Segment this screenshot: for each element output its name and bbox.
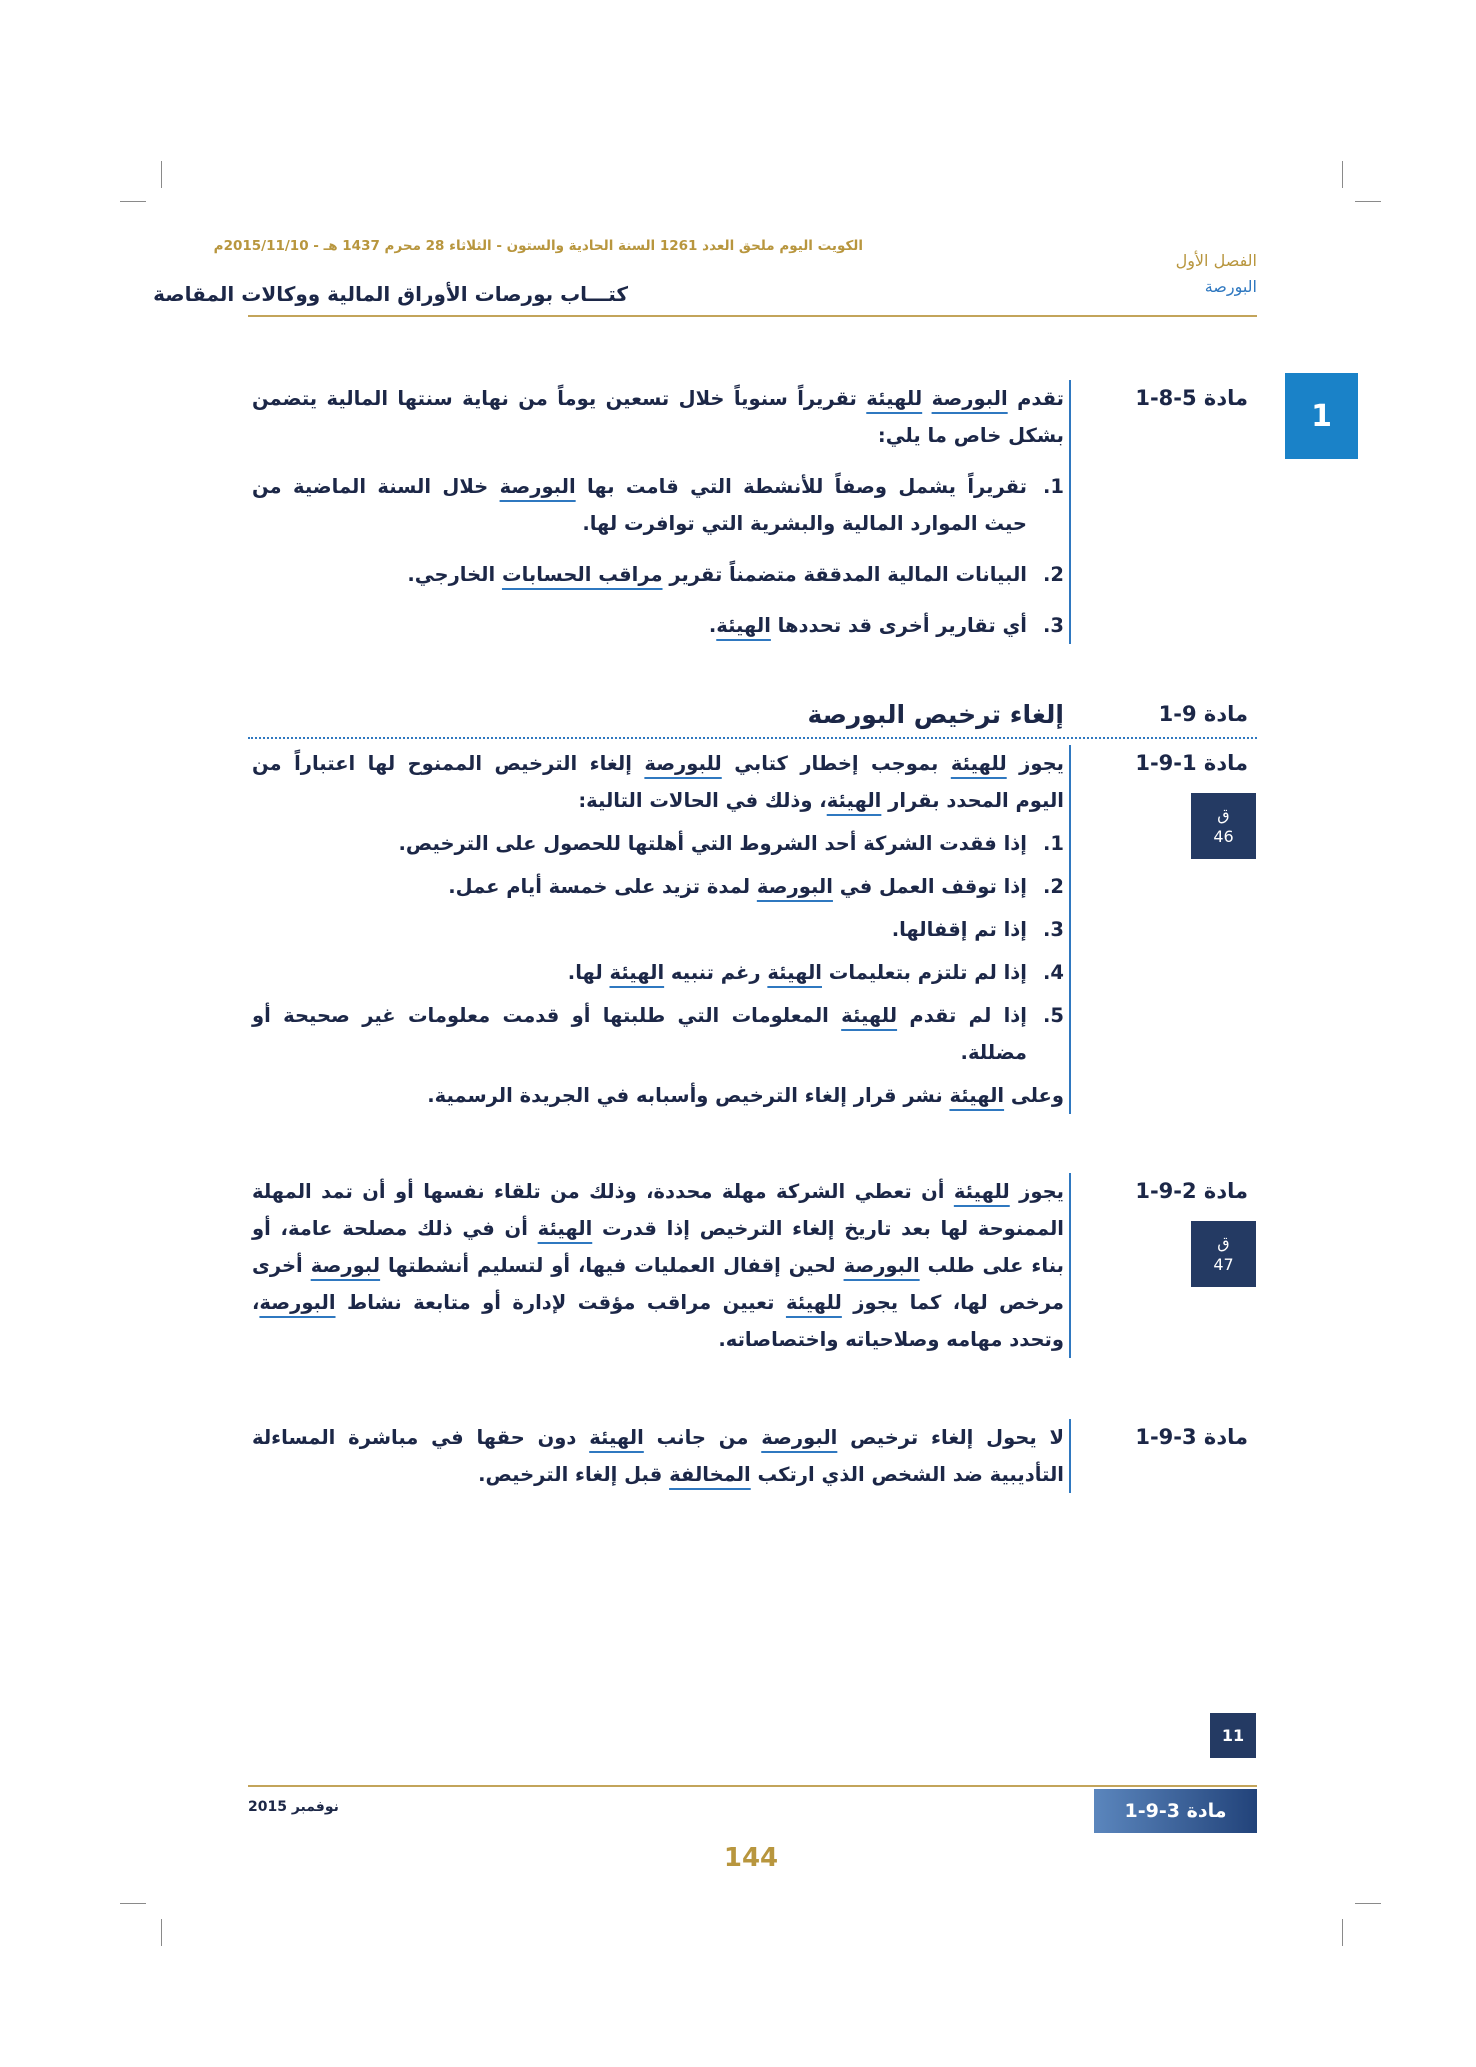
crop-mark: [1355, 1903, 1381, 1904]
text-run: تعيين مراقب مؤقت لإدارة أو متابعة نشاط: [335, 1291, 786, 1314]
book-title: كتـــاب بورصات الأوراق المالية ووكالات المقاصة: [153, 282, 628, 306]
list-item: [252, 954, 1064, 991]
list-item-number: 2.: [1043, 875, 1064, 898]
defined-term: الهيئة: [716, 614, 771, 637]
text-run: خلال السنة الماضية من: [252, 475, 500, 498]
defined-term: البورصة: [931, 387, 1008, 410]
article-intro: [252, 380, 1064, 454]
text-run: لا يحول إلغاء ترخيص: [837, 1426, 1065, 1449]
article-3-9-1: [248, 1419, 1257, 1493]
list-item-text: [252, 468, 1027, 542]
text-line: [252, 505, 1027, 542]
text-run: إذا لم تلتزم بتعليمات: [821, 961, 1027, 984]
reference-letter: ق: [1217, 1233, 1230, 1252]
text-line: [252, 911, 1027, 948]
text-run: أن تعطي الشركة مهلة محددة، وذلك من تلقاء نفسها أو أن تمد المهلة: [252, 1180, 954, 1203]
crop-mark: [1342, 1919, 1343, 1946]
text-run: أن في ذلك مصلحة عامة، أو: [252, 1217, 538, 1240]
crop-mark: [161, 1919, 162, 1946]
text-line: [252, 1210, 1064, 1247]
header-rule: [248, 315, 1257, 317]
defined-term: الهيئة: [589, 1426, 644, 1449]
text-line: [252, 954, 1027, 991]
reference-number: 46: [1213, 827, 1234, 846]
footer-article-reference: مادة 3-9-1: [1094, 1789, 1257, 1833]
defined-term: للهيئة: [953, 1180, 1010, 1203]
text-line: [252, 556, 1027, 593]
text-line: [252, 997, 1027, 1034]
list-item: [252, 607, 1064, 644]
list-item-text: [252, 911, 1027, 948]
list-item-number: 5.: [1043, 1004, 1064, 1027]
article-label: مادة 5-8-1: [1135, 386, 1248, 410]
text-run: ، وذلك في الحالات التالية:: [578, 789, 827, 812]
article-label: مادة 3-9-1: [1135, 1425, 1248, 1449]
heading-block: [252, 696, 1064, 733]
section-heading: إلغاء ترخيص البورصة: [807, 700, 1064, 729]
text-run: إذا توقف العمل في: [832, 875, 1027, 898]
article-intro: [252, 745, 1064, 819]
text-run: من جانب: [643, 1426, 762, 1449]
list-item: [252, 997, 1064, 1071]
article-body: [252, 380, 1071, 644]
chapter-number-tab: [1285, 373, 1358, 459]
text-run: .: [708, 614, 717, 637]
article-label: مادة 2-9-1: [1135, 1179, 1248, 1203]
text-run: يجوز: [1009, 1180, 1064, 1203]
text-run: أي تقارير أخرى قد تحددها: [770, 614, 1027, 637]
text-line: [252, 1247, 1064, 1284]
defined-term: لبورصة: [310, 1254, 381, 1277]
text-run: حيث الموارد المالية والبشرية التي توافرت لها.: [582, 512, 1027, 535]
article-9-1-heading: [248, 696, 1257, 740]
article-label: مادة 9-1: [1158, 702, 1248, 726]
defined-term: للهيئة: [841, 1004, 898, 1027]
text-line: [252, 1034, 1027, 1071]
text-run: التأديبية ضد الشخص الذي ارتكب: [750, 1463, 1064, 1486]
text-run: البيانات المالية المدققة متضمناً تقرير: [662, 563, 1027, 586]
text-run: إذا لم تقدم: [897, 1004, 1027, 1027]
text-run: تقدم: [1007, 387, 1065, 410]
text-run: إذا فقدت الشركة أحد الشروط التي أهلتها للحصول على الترخيص.: [398, 832, 1027, 855]
text-line: [252, 417, 1064, 454]
list-item: [252, 556, 1064, 593]
defined-term: للهيئة: [950, 752, 1007, 775]
text-line: [252, 607, 1027, 644]
defined-term: البورصة: [756, 875, 833, 898]
defined-term: الهيئة: [609, 961, 665, 984]
section-title: البورصة: [1204, 277, 1257, 296]
defined-term: للبورصة: [644, 752, 722, 775]
text-run: أخرى: [252, 1254, 311, 1277]
reference-letter: ق: [1217, 805, 1230, 824]
chapter-number: 1: [1311, 398, 1332, 434]
text-line: [252, 468, 1027, 505]
list-item-text: [252, 997, 1027, 1071]
article-body: [252, 1419, 1071, 1493]
law-reference-badge: [1191, 1221, 1256, 1287]
text-run: الخارجي.: [407, 563, 502, 586]
reference-number: 47: [1213, 1255, 1234, 1274]
text-line: [252, 745, 1064, 782]
article-body: [252, 745, 1071, 1114]
text-run: تقريراً سنوياً خلال تسعين يوماً من نهاية سنتها المالية يتضمن: [252, 387, 867, 410]
article-5-8-1: [248, 380, 1257, 644]
list-item-number: 3.: [1043, 614, 1064, 637]
article-label: مادة 1-9-1: [1135, 751, 1248, 775]
list-item-number: 1.: [1043, 475, 1064, 498]
text-line: [252, 1419, 1064, 1456]
dotted-divider: [248, 737, 1257, 739]
footer-rule: [248, 1785, 1257, 1787]
chapter-title: الفصل الأول: [1175, 251, 1257, 270]
text-run: بموجب إخطار كتابي: [721, 752, 951, 775]
text-line: [252, 380, 1064, 417]
law-reference-badge: [1191, 793, 1256, 859]
chapter-page-badge: [1210, 1713, 1256, 1758]
list-item-text: [252, 607, 1027, 644]
defined-term: الهيئة: [949, 1084, 1005, 1107]
defined-term: الهيئة: [537, 1217, 593, 1240]
text-run: نشر قرار إلغاء الترخيص وأسبابه في الجريدة الرسمية.: [427, 1084, 950, 1107]
defined-term: البورصة: [843, 1254, 920, 1277]
list-item: [252, 868, 1064, 905]
article-closing: [252, 1077, 1064, 1114]
text-run: وتحدد مهامه وصلاحياته واختصاصاته.: [718, 1328, 1064, 1351]
text-run: بشكل خاص ما يلي:: [877, 424, 1064, 447]
footer-date: نوفمبر 2015: [248, 1799, 339, 1815]
list-item-text: [252, 825, 1027, 862]
crop-mark: [120, 201, 146, 202]
defined-term: المخالفة: [669, 1463, 751, 1486]
list-item-number: 4.: [1043, 961, 1064, 984]
text-run: لحين إقفال العمليات فيها، أو لتسليم أنشطتها: [380, 1254, 844, 1277]
text-line: [252, 1456, 1064, 1493]
list-item-text: [252, 868, 1027, 905]
list-item-text: [252, 556, 1027, 593]
text-line: [252, 868, 1027, 905]
text-run: مضللة.: [960, 1041, 1027, 1064]
article-2-9-1: [248, 1173, 1257, 1358]
defined-term: البورصة: [259, 1291, 336, 1314]
text-run: ،: [252, 1291, 260, 1314]
article-1-9-1: [248, 745, 1257, 1114]
list-item: [252, 825, 1064, 862]
defined-term: الهيئة: [767, 961, 822, 984]
defined-term: الهيئة: [826, 789, 882, 812]
defined-term: للهيئة: [785, 1291, 842, 1314]
text-run: يجوز: [1006, 752, 1064, 775]
text-run: لمدة تزيد على خمسة أيام عمل.: [448, 875, 757, 898]
crop-mark: [161, 161, 162, 188]
text-run: مرخص لها، كما يجوز: [841, 1291, 1064, 1314]
list-item-number: 1.: [1043, 832, 1064, 855]
article-list: [252, 468, 1064, 644]
text-run: دون حقها في مباشرة المساءلة: [252, 1426, 590, 1449]
list-item-number: 3.: [1043, 918, 1064, 941]
text-line: [252, 825, 1027, 862]
text-line: [252, 1321, 1064, 1358]
text-line: [252, 782, 1064, 819]
gazette-issue-line: الكويت اليوم ملحق العدد 1261 السنة الحادية والستون - الثلاثاء 28 محرم 1437 هـ - 2015/11/10م: [213, 238, 863, 254]
article-body: [252, 1173, 1071, 1358]
text-run: إلغاء الترخيص الممنوح لها اعتباراً من: [252, 752, 645, 775]
defined-term: البورصة: [761, 1426, 838, 1449]
article-intro: [252, 1173, 1064, 1358]
text-line: [252, 1173, 1064, 1210]
defined-term: البورصة: [499, 475, 576, 498]
list-item: [252, 468, 1064, 542]
text-run: تقريراً يشمل وصفاً للأنشطة التي قامت بها: [575, 475, 1027, 498]
text-run: رغم تنبيه: [664, 961, 768, 984]
page-number: 144: [723, 1843, 779, 1873]
crop-mark: [1342, 161, 1343, 188]
article-intro: [252, 1419, 1064, 1493]
defined-term: للهيئة: [866, 387, 923, 410]
article-list: [252, 825, 1064, 1071]
text-run: المعلومات التي طلبتها أو قدمت معلومات غير صحيحة أو: [252, 1004, 842, 1027]
text-run: بناء على طلب: [919, 1254, 1065, 1277]
text-run: [922, 387, 931, 410]
text-run: لها.: [567, 961, 610, 984]
crop-mark: [120, 1903, 146, 1904]
text-run: اليوم المحدد بقرار: [881, 789, 1064, 812]
text-line: [252, 1284, 1064, 1321]
list-item-text: [252, 954, 1027, 991]
text-run: الممنوحة لها بعد تاريخ إلغاء الترخيص إذا قدرت: [592, 1217, 1064, 1240]
text-run: إذا تم إقفالها.: [891, 918, 1027, 941]
text-run: قبل إلغاء الترخيص.: [478, 1463, 670, 1486]
list-item-number: 2.: [1043, 563, 1064, 586]
text-run: وعلى: [1004, 1084, 1064, 1107]
defined-term: مراقب الحسابات: [501, 563, 663, 586]
list-item: [252, 911, 1064, 948]
chapter-page-number: 11: [1221, 1726, 1245, 1745]
text-line: [252, 1077, 1064, 1114]
crop-mark: [1355, 201, 1381, 202]
